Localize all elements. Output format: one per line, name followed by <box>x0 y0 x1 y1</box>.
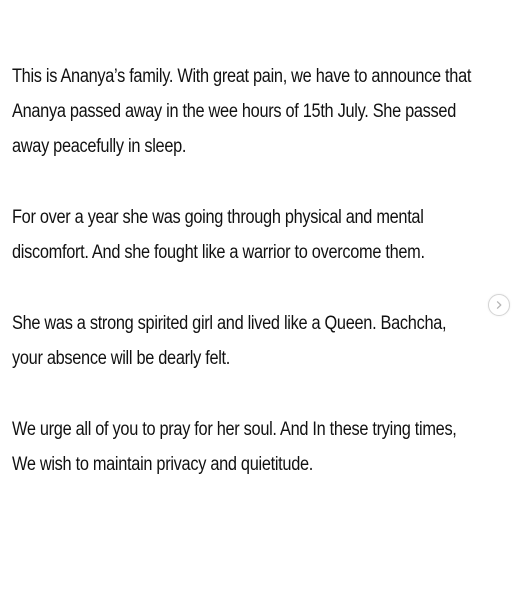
text-line: your absence will be dearly felt. <box>12 348 231 369</box>
text-line: We urge all of you to pray for her soul. And In these trying times, <box>12 419 457 440</box>
text-line: discomfort. And she fought like a warrior to overcome them. <box>12 242 425 263</box>
text-line: We wish to maintain privacy and quietitude. <box>12 454 314 475</box>
text-line: away peacefully in sleep. <box>12 136 187 157</box>
next-slide-button[interactable] <box>488 294 510 316</box>
chevron-right-icon <box>494 300 504 310</box>
paragraph-4 <box>12 412 457 482</box>
paragraph-1 <box>12 59 472 164</box>
text-line: For over a year she was going through physical and mental <box>12 207 424 228</box>
text-line: Ananya passed away in the wee hours of 15th July. She passed <box>12 101 457 122</box>
text-line: This is Ananya’s family. With great pain, we have to announce that <box>12 66 472 87</box>
announcement-text <box>12 59 472 518</box>
text-line: She was a strong spirited girl and lived like a Queen. Bachcha, <box>12 313 447 334</box>
paragraph-2 <box>12 200 437 270</box>
paragraph-3 <box>12 306 447 376</box>
